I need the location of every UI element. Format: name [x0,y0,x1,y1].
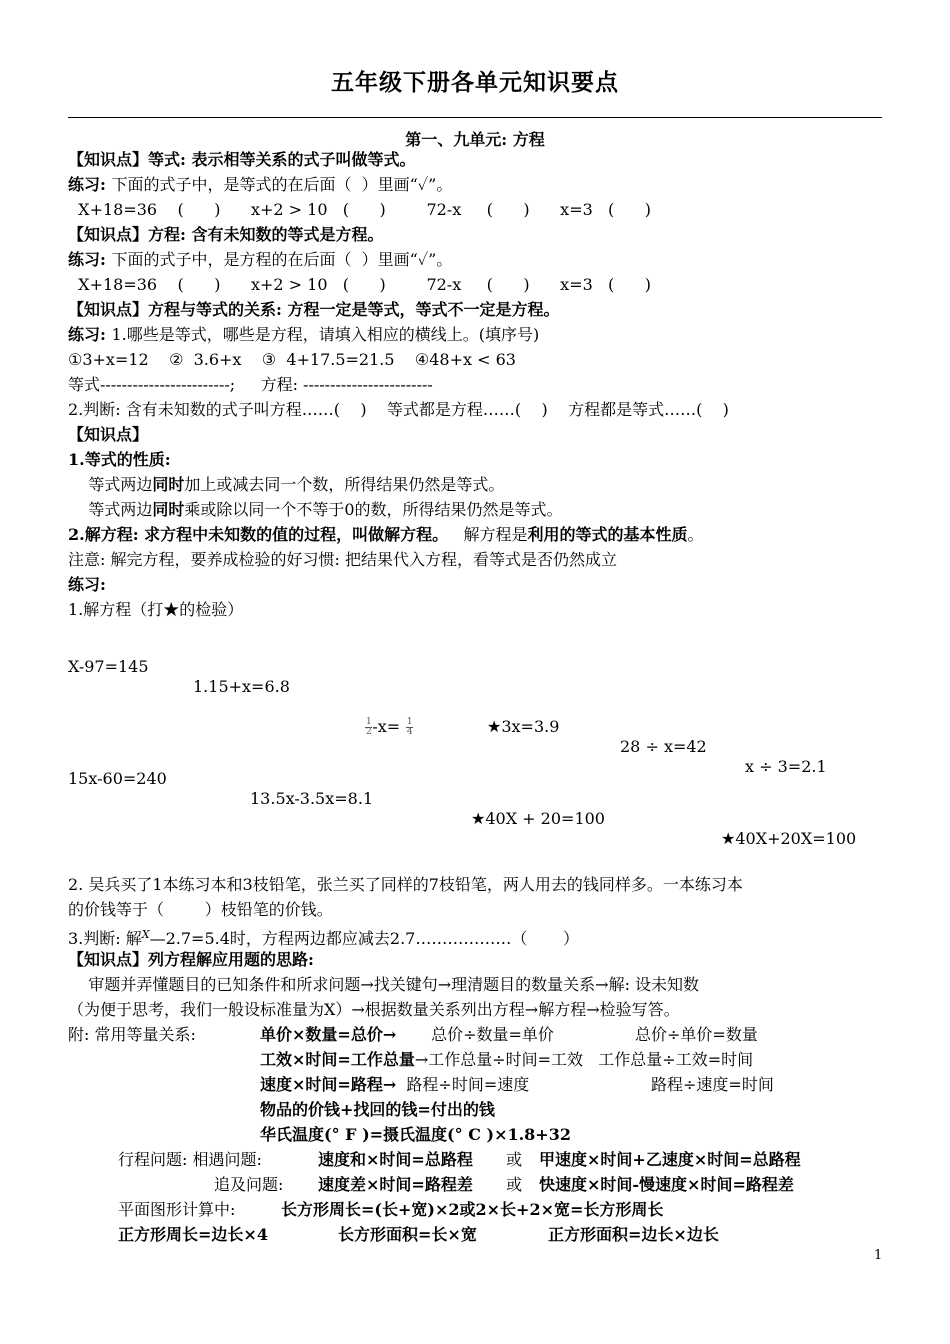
numbered-expressions: ①3+x=12 ② 3.6+x ③ 4+17.5=21.5 ④48+x < 63 [68,350,516,369]
knowledge-point-equality: 【知识点】等式: 表示相等关系的式子叫做等式。 [68,150,416,169]
geometry-formula: 长方形周长=(长+宽)×2或2×长+2×宽=长方形周长 [281,1200,664,1219]
exercise-text: 1.哪些是等式，哪些是方程，请填入相应的横线上。(填序号) [111,325,540,344]
variable-x: X [141,928,150,941]
title-divider [68,117,882,118]
equation: X-97=145 [68,657,149,676]
geometry-formula: 长方形面积=长×宽 [338,1225,477,1244]
fraction-half: $\frac{1}{2}$ [365,717,372,737]
property-emphasis: 同时 [152,475,185,494]
travel-or: 或 [501,1175,528,1194]
exercise-label: 练习: [68,250,112,269]
exercise-line [68,175,452,195]
equation-starred: ★3x=3.9 [487,717,560,736]
relation-derived: 总价÷数量=单价 [426,1025,554,1044]
exercise-text: 下面的式子中，是等式的在后面（ ）里画“✓”。 [111,175,453,194]
exercise-label: 练习: [68,175,112,194]
geometry-formula: 正方形周长=边长×4 [118,1225,268,1244]
steps-line: 审题并弄懂题目的已知条件和所求问题→找关键句→理清题目的数量关系→解: 设未知数 [68,975,700,994]
relation-main: 工效×时间=工作总量 [260,1050,415,1069]
travel-formula: 速度差×时间=路程差 [318,1175,473,1194]
travel-formula: 甲速度×时间+乙速度×时间=总路程 [539,1150,801,1169]
travel-formula: 快速度×时间-慢速度×时间=路程差 [539,1175,794,1194]
judgement-question [68,925,579,949]
travel-label: 追及问题: [214,1175,289,1194]
equation: 28 ÷ x=42 [620,737,707,756]
relation-derived: 路程÷时间=速度 [396,1075,530,1094]
page-title: 五年级下册各单元知识要点 [331,69,619,96]
equation: 13.5x-3.5x=8.1 [250,789,374,808]
relation-derived: 路程÷速度=时间 [651,1075,774,1094]
expression-row: X+18=36 ( ) x+2 > 10 ( ) 72-x ( ) x=3 ( ) [68,275,652,294]
travel-meeting-row [118,1150,801,1170]
equation: 1.15+x=6.8 [193,677,290,696]
property-line [68,500,563,520]
judgement-question: 2.判断: 含有未知数的式子叫方程……( ) 等式都是方程……( ) 方程都是等式……( ) [68,400,729,419]
judgement-text: 3.判断: 解 [68,929,142,948]
knowledge-point-heading: 【知识点】 [68,425,149,444]
property-emphasis: 同时 [152,500,185,519]
definition-text: 2.解方程: 求方程中未知数的值的过程，叫做解方程。 [68,525,449,544]
geometry-row-2 [118,1225,719,1245]
section-heading: 第一、九单元: 方程 [405,130,545,149]
property-text: 等式两边 [68,500,153,519]
travel-chase-row [214,1175,794,1195]
relation-row-price [68,1025,758,1045]
fraction-quarter: $\frac{1}{4}$ [406,717,413,737]
relation-row-work [260,1050,753,1070]
fraction-op: -x= [372,717,401,736]
equation-row-2 [0,749,950,849]
relation-row-change: 物品的价钱+找回的钱=付出的钱 [260,1100,495,1119]
relation-row-temperature: 华氏温度(° F )=摄氏温度(° C )×1.8+32 [260,1125,571,1144]
exercise-line [68,250,452,270]
exercise-line [68,325,539,345]
geometry-row [118,1200,664,1220]
fraction-equation [345,697,413,757]
solve-instruction: 1.解方程（打★的检验） [68,600,244,619]
travel-label: 行程问题: 相遇问题: [118,1150,267,1169]
exercise-heading: 练习: [68,575,106,594]
page-number: 1 [874,1248,883,1263]
relation-row-speed [260,1075,774,1095]
travel-or: 或 [501,1150,528,1169]
definition-emphasis: 利用的等式的基本性质 [527,525,688,544]
exercise-label: 练习: [68,325,112,344]
fill-in-lines: 等式------------------------; 方程: ------------------------ [68,375,433,394]
note-line: 注意: 解完方程，要养成检验的好习惯: 把结果代入方程，看等式是否仍然成立 [68,550,617,569]
equation-starred: ★40X + 20=100 [471,809,605,828]
relation-label: 附: 常用等量关系: [68,1025,201,1044]
travel-formula: 速度和×时间=总路程 [318,1150,473,1169]
equation-starred: ★40X+20X=100 [721,829,857,848]
equation: 15x-60=240 [68,769,167,788]
definition-text: 解方程是 [448,525,528,544]
exercise-text: 下面的式子中，是方程的在后面（ ）里画“✓”。 [111,250,453,269]
property-text: 加上或减去同一个数，所得结果仍然是等式。 [184,475,505,494]
equality-properties-heading: 1.等式的性质: [68,450,171,469]
steps-line: （为便于思考，我们一般设标准量为X）→根据数量关系列出方程→解方程→检验写答。 [68,1000,680,1019]
property-text: 等式两边 [68,475,153,494]
knowledge-point-equation: 【知识点】方程: 含有未知数的等式是方程。 [68,225,384,244]
relation-main: 速度×时间=路程→ [260,1075,397,1094]
judgement-text: —2.7=5.4时，方程两边都应减去2.7………………（ ） [149,929,579,948]
word-problem-cont: 的价钱等于（ ）枝铅笔的价钱。 [68,900,333,919]
word-problem: 2. 吴兵买了1本练习本和3枝铅笔，张兰买了同样的7枝铅笔，两人用去的钱同样多。一本练习本 [68,875,743,894]
property-line [68,475,504,495]
equation: x ÷ 3=2.1 [745,757,827,776]
solve-equation-definition [68,525,703,545]
property-text: 乘或除以同一个不等于0的数，所得结果仍然是等式。 [184,500,563,519]
relation-derived: 总价÷单价=数量 [635,1025,758,1044]
geometry-formula: 正方形面积=边长×边长 [548,1225,719,1244]
relation-derived: →工作总量÷时间=工效 工作总量÷工效=时间 [414,1050,754,1069]
knowledge-point-relation: 【知识点】方程与等式的关系: 方程一定是等式，等式不一定是方程。 [68,300,560,319]
knowledge-point-word-problems: 【知识点】列方程解应用题的思路: [68,950,314,969]
definition-text: 。 [687,525,704,544]
expression-row: X+18=36 ( ) x+2 > 10 ( ) 72-x ( ) x=3 ( ) [68,200,652,219]
geometry-label: 平面图形计算中: [118,1200,241,1219]
relation-main: 单价×数量=总价→ [260,1025,397,1044]
